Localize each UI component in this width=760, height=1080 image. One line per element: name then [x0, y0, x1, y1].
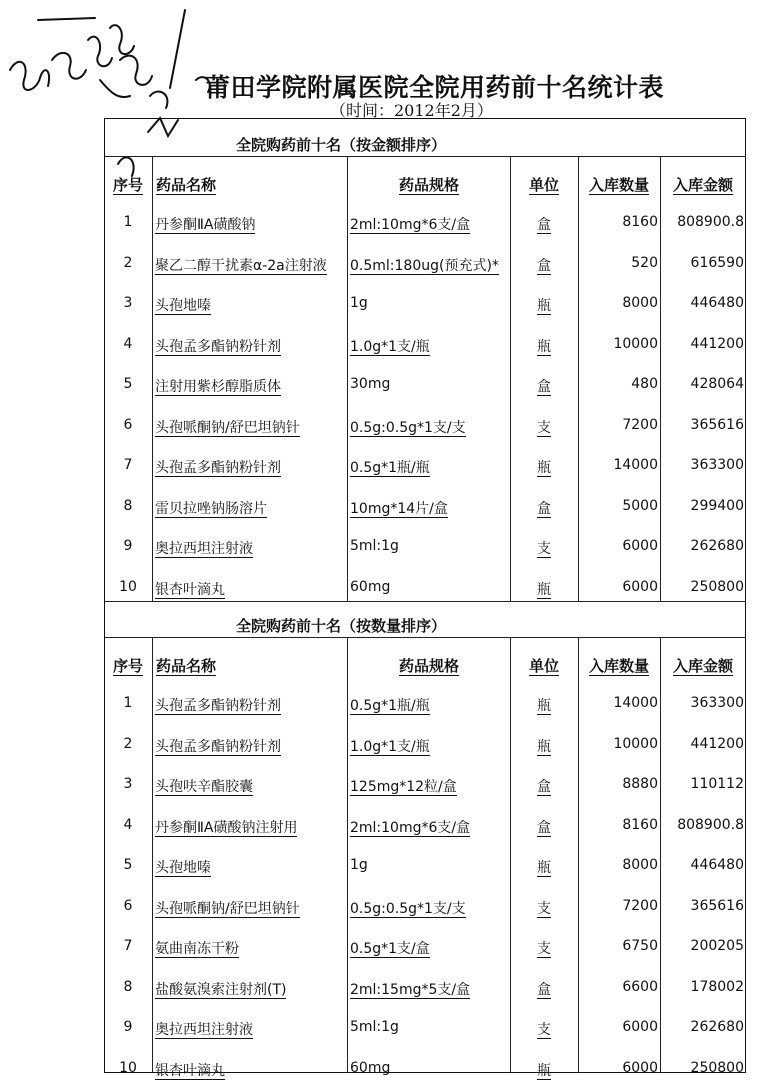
table-rule	[578, 156, 579, 601]
cell-text-spec: 2ml:10mg*6支/盒	[350, 819, 471, 836]
cell-text-qty: 8880	[622, 776, 658, 792]
cell-text-unit: 支	[537, 941, 551, 957]
table-cell-name	[155, 817, 346, 837]
table-cell-name	[155, 417, 346, 437]
col-header-index	[108, 655, 148, 676]
table-cell-spec	[350, 857, 509, 873]
table-cell-unit	[512, 579, 576, 599]
table-rule	[510, 156, 511, 601]
table-cell-qty	[580, 498, 658, 514]
col-header-index	[108, 174, 148, 195]
cell-text-qty: 14000	[613, 457, 658, 473]
cell-text-name: 银杏叶滴丸	[155, 1062, 225, 1079]
table-cell-spec	[350, 817, 509, 837]
cell-text-name: 注射用紫杉醇脂质体	[155, 379, 281, 395]
table-cell-unit	[512, 498, 576, 518]
table-cell-qty	[580, 857, 658, 873]
cell-text-no: 2	[123, 735, 133, 752]
col-header-quantity	[582, 655, 656, 676]
table-cell-qty	[580, 538, 658, 554]
cell-text-qty: 7200	[622, 897, 658, 914]
cell-text-amount: 616590	[690, 254, 744, 271]
table-cell-spec	[350, 1019, 509, 1035]
cell-text-unit: 瓶	[537, 1062, 551, 1079]
cell-text-unit: 支	[537, 541, 551, 557]
col-header-index-text: 序号	[112, 176, 143, 194]
col-header-index-text: 序号	[112, 657, 143, 675]
cell-text-spec: 1.0g*1支/瓶	[350, 338, 430, 355]
cell-text-amount: 250800	[690, 1059, 744, 1076]
page-subtitle: （时间：2012年2月）	[330, 101, 493, 120]
col-header-unit	[514, 174, 574, 195]
table-cell-name	[155, 295, 346, 315]
cell-text-amount: 441200	[690, 335, 744, 352]
table-cell-name	[155, 538, 346, 558]
cell-text-no: 5	[123, 376, 133, 392]
cell-text-unit: 盒	[537, 217, 551, 233]
table-cell-qty	[580, 898, 658, 914]
cell-text-qty: 6000	[622, 1059, 658, 1076]
table-cell-spec	[350, 214, 509, 234]
cell-text-no: 8	[123, 978, 133, 995]
table-rule	[578, 637, 579, 1073]
table-cell-spec	[350, 938, 509, 958]
cell-text-amount: 178002	[690, 978, 744, 995]
cell-text-no: 7	[123, 938, 133, 954]
cell-text-no: 3	[123, 295, 133, 311]
table-cell-amount	[662, 1060, 744, 1076]
table-cell-no	[106, 695, 150, 711]
cell-text-qty: 6600	[622, 978, 658, 995]
col-header-unit	[514, 655, 574, 676]
table-cell-amount	[662, 857, 744, 873]
cell-text-name: 头孢地嗪	[155, 860, 211, 876]
table-cell-name	[155, 695, 346, 715]
table-cell-amount	[662, 776, 744, 792]
statistics-table	[104, 118, 746, 1079]
cell-text-amount: 110112	[690, 776, 744, 792]
table-cell-no	[106, 898, 150, 914]
cell-text-name: 头孢孟多酯钠粉针剂	[155, 738, 281, 755]
table-cell-name	[155, 579, 346, 599]
table-rule	[152, 156, 153, 601]
cell-text-unit: 支	[537, 419, 551, 436]
table-cell-no	[106, 817, 150, 833]
table-cell-amount	[662, 214, 744, 230]
cell-text-name: 头孢孟多酯钠粉针剂	[155, 338, 281, 355]
cell-text-qty: 8160	[622, 816, 658, 833]
table-cell-qty	[580, 979, 658, 995]
table-cell-no	[106, 255, 150, 271]
table-cell-amount	[662, 295, 744, 311]
table-cell-no	[106, 857, 150, 873]
table-cell-unit	[512, 695, 576, 715]
cell-text-amount: 808900.8	[677, 816, 744, 833]
table-cell-amount	[662, 336, 744, 352]
table-rule	[104, 637, 746, 638]
cell-text-qty: 520	[631, 254, 658, 271]
cell-text-amount: 262680	[690, 538, 744, 554]
table-cell-unit	[512, 295, 576, 315]
table-cell-unit	[512, 214, 576, 234]
table-cell-no	[106, 498, 150, 514]
table-cell-qty	[580, 255, 658, 271]
cell-text-qty: 5000	[622, 497, 658, 514]
table-cell-unit	[512, 1060, 576, 1080]
cell-text-qty: 8000	[622, 295, 658, 311]
table-cell-name	[155, 898, 346, 918]
table-cell-spec	[350, 695, 509, 715]
table-cell-spec	[350, 336, 509, 356]
cell-text-spec: 60mg	[350, 578, 391, 595]
table-cell-no	[106, 979, 150, 995]
table-cell-no	[106, 1060, 150, 1076]
table-cell-amount	[662, 817, 744, 833]
table-cell-name	[155, 498, 346, 518]
cell-text-name: 奥拉西坦注射液	[155, 1022, 253, 1038]
cell-text-name: 丹参酮ⅡA磺酸钠注射用	[155, 819, 298, 836]
cell-text-name: 头孢地嗪	[155, 298, 211, 314]
table-cell-amount	[662, 695, 744, 711]
cell-text-name: 头孢孟多酯钠粉针剂	[155, 698, 281, 714]
table-cell-qty	[580, 417, 658, 433]
cell-text-unit: 瓶	[537, 298, 551, 314]
table-cell-no	[106, 736, 150, 752]
table-cell-no	[106, 579, 150, 595]
cell-text-unit: 瓶	[537, 860, 551, 876]
cell-text-no: 5	[123, 857, 133, 873]
cell-text-no: 10	[119, 578, 137, 595]
cell-text-spec: 0.5g*1瓶/瓶	[350, 460, 430, 476]
cell-text-qty: 7200	[622, 416, 658, 433]
table-cell-unit	[512, 1019, 576, 1039]
table-cell-unit	[512, 417, 576, 437]
table-cell-no	[106, 776, 150, 792]
cell-text-qty: 10000	[613, 735, 658, 752]
table-cell-amount	[662, 1019, 744, 1035]
cell-text-amount: 363300	[690, 457, 744, 473]
table-cell-name	[155, 776, 346, 796]
cell-text-no: 9	[123, 538, 133, 554]
cell-text-no: 8	[123, 497, 133, 514]
table-cell-name	[155, 376, 346, 396]
table-cell-unit	[512, 538, 576, 558]
cell-text-name: 头孢哌酮钠/舒巴坦钠针	[155, 419, 300, 436]
cell-text-spec: 2ml:15mg*5支/盒	[350, 981, 471, 998]
cell-text-spec: 60mg	[350, 1059, 391, 1076]
table-cell-unit	[512, 817, 576, 837]
table-cell-qty	[580, 214, 658, 230]
cell-text-unit: 盒	[537, 981, 551, 998]
table-cell-spec	[350, 498, 509, 518]
cell-text-spec: 5ml:1g	[350, 538, 399, 554]
cell-text-qty: 480	[631, 376, 658, 392]
table-cell-name	[155, 857, 346, 877]
table-cell-spec	[350, 579, 509, 595]
cell-text-name: 头孢哌酮钠/舒巴坦钠针	[155, 900, 300, 917]
cell-text-qty: 10000	[613, 335, 658, 352]
table-cell-unit	[512, 776, 576, 796]
cell-text-no: 6	[123, 416, 133, 433]
table-cell-spec	[350, 1060, 509, 1076]
cell-text-amount: 299400	[690, 497, 744, 514]
section-heading: 全院购药前十名（按金额排序）	[236, 136, 447, 154]
cell-text-spec: 0.5g:0.5g*1支/支	[350, 419, 466, 436]
cell-text-name: 头孢孟多酯钠粉针剂	[155, 460, 281, 476]
cell-text-spec: 5ml:1g	[350, 1019, 399, 1035]
table-cell-spec	[350, 898, 509, 918]
col-header-unit-text: 单位	[528, 176, 559, 194]
cell-text-no: 4	[123, 816, 133, 833]
cell-text-qty: 14000	[613, 695, 658, 711]
col-header-amount-text: 入库金额	[672, 657, 733, 675]
page-title: 莆田学院附属医院全院用药前十名统计表	[205, 73, 665, 102]
table-cell-amount	[662, 417, 744, 433]
table-cell-spec	[350, 295, 509, 311]
cell-text-unit: 盒	[537, 819, 551, 836]
cell-text-no: 6	[123, 897, 133, 914]
table-cell-qty	[580, 817, 658, 833]
col-header-quantity-text: 入库数量	[588, 176, 649, 194]
cell-text-no: 1	[123, 695, 133, 711]
cell-text-spec: 1g	[350, 857, 368, 873]
table-rule	[104, 156, 746, 157]
table-cell-unit	[512, 255, 576, 275]
table-cell-name	[155, 255, 346, 275]
table-cell-amount	[662, 736, 744, 752]
table-cell-no	[106, 417, 150, 433]
cell-text-no: 10	[119, 1059, 137, 1076]
cell-text-name: 氨曲南冻干粉	[155, 941, 239, 957]
table-cell-unit	[512, 938, 576, 958]
table-rule	[152, 637, 153, 1073]
cell-text-qty: 8000	[622, 857, 658, 873]
col-header-amount-text: 入库金额	[672, 176, 733, 194]
table-rule	[347, 637, 348, 1073]
cell-text-spec: 1g	[350, 295, 368, 311]
table-cell-name	[155, 979, 346, 999]
cell-text-no: 9	[123, 1019, 133, 1035]
table-cell-amount	[662, 255, 744, 271]
cell-text-amount: 200205	[690, 938, 744, 954]
table-cell-unit	[512, 736, 576, 756]
cell-text-amount: 446480	[690, 857, 744, 873]
cell-text-spec: 0.5ml:180ug(预充式)*	[350, 257, 499, 274]
table-cell-amount	[662, 498, 744, 514]
cell-text-spec: 0.5g*1支/盒	[350, 941, 430, 957]
table-rule	[104, 601, 746, 602]
table-cell-name	[155, 1060, 346, 1080]
cell-text-amount: 250800	[690, 578, 744, 595]
cell-text-spec: 125mg*12粒/盒	[350, 779, 457, 795]
table-cell-no	[106, 214, 150, 230]
col-header-spec-text: 药品规格	[399, 176, 460, 194]
table-cell-name	[155, 736, 346, 756]
cell-text-unit: 瓶	[537, 338, 551, 355]
table-cell-name	[155, 214, 346, 234]
table-cell-name	[155, 938, 346, 958]
col-header-spec	[399, 655, 459, 676]
cell-text-amount: 808900.8	[677, 214, 744, 230]
cell-text-spec: 2ml:10mg*6支/盒	[350, 217, 471, 233]
table-cell-qty	[580, 376, 658, 392]
table-cell-unit	[512, 457, 576, 477]
cell-text-no: 1	[123, 214, 133, 230]
table-cell-amount	[662, 898, 744, 914]
table-cell-name	[155, 336, 346, 356]
cell-text-unit: 支	[537, 900, 551, 917]
table-cell-qty	[580, 776, 658, 792]
table-cell-no	[106, 295, 150, 311]
table-cell-unit	[512, 898, 576, 918]
cell-text-name: 银杏叶滴丸	[155, 581, 225, 598]
table-cell-spec	[350, 417, 509, 437]
section-heading: 全院购药前十名（按数量排序）	[236, 617, 447, 635]
table-cell-qty	[580, 1019, 658, 1035]
table-cell-spec	[350, 776, 509, 796]
cell-text-spec: 30mg	[350, 376, 391, 392]
cell-text-unit: 盒	[537, 779, 551, 795]
cell-text-name: 丹参酮ⅡA磺酸钠	[155, 217, 256, 233]
cell-text-qty: 6000	[622, 1019, 658, 1035]
table-cell-qty	[580, 336, 658, 352]
table-cell-spec	[350, 255, 509, 275]
table-cell-no	[106, 376, 150, 392]
cell-text-no: 4	[123, 335, 133, 352]
cell-text-unit: 支	[537, 1022, 551, 1038]
cell-text-unit: 盒	[537, 257, 551, 274]
table-cell-amount	[662, 457, 744, 473]
table-cell-name	[155, 457, 346, 477]
cell-text-qty: 6000	[622, 538, 658, 554]
table-cell-qty	[580, 695, 658, 711]
table-rule	[347, 156, 348, 601]
cell-text-name: 雷贝拉唑钠肠溶片	[155, 500, 267, 517]
cell-text-unit: 瓶	[537, 581, 551, 598]
cell-text-spec: 0.5g*1瓶/瓶	[350, 698, 430, 714]
table-cell-amount	[662, 979, 744, 995]
cell-text-unit: 瓶	[537, 460, 551, 476]
table-cell-name	[155, 1019, 346, 1039]
cell-text-no: 7	[123, 457, 133, 473]
cell-text-amount: 365616	[690, 897, 744, 914]
table-rule	[510, 637, 511, 1073]
table-cell-spec	[350, 736, 509, 756]
table-cell-unit	[512, 376, 576, 396]
table-rule	[660, 156, 661, 601]
cell-text-unit: 瓶	[537, 698, 551, 714]
table-cell-qty	[580, 579, 658, 595]
cell-text-qty: 8160	[622, 214, 658, 230]
cell-text-name: 头孢呋辛酯胶囊	[155, 779, 253, 795]
cell-text-amount: 365616	[690, 416, 744, 433]
table-cell-no	[106, 1019, 150, 1035]
cell-text-amount: 446480	[690, 295, 744, 311]
table-cell-unit	[512, 979, 576, 999]
table-cell-qty	[580, 295, 658, 311]
cell-text-spec: 1.0g*1支/瓶	[350, 738, 430, 755]
col-header-quantity-text: 入库数量	[588, 657, 649, 675]
table-cell-amount	[662, 579, 744, 595]
table-cell-no	[106, 336, 150, 352]
table-cell-qty	[580, 457, 658, 473]
cell-text-unit: 盒	[537, 500, 551, 517]
table-cell-spec	[350, 376, 509, 392]
table-cell-spec	[350, 979, 509, 999]
table-rule	[660, 637, 661, 1073]
col-header-amount	[664, 655, 742, 676]
cell-text-qty: 6750	[622, 938, 658, 954]
cell-text-spec: 10mg*14片/盒	[350, 500, 448, 517]
col-header-name	[156, 655, 216, 676]
cell-text-unit: 瓶	[537, 738, 551, 755]
cell-text-name: 奥拉西坦注射液	[155, 541, 253, 557]
cell-text-no: 2	[123, 254, 133, 271]
col-header-name	[156, 174, 216, 195]
table-cell-qty	[580, 938, 658, 954]
col-header-spec-text: 药品规格	[399, 657, 460, 675]
cell-text-unit: 盒	[537, 379, 551, 395]
table-cell-amount	[662, 376, 744, 392]
table-cell-no	[106, 938, 150, 954]
cell-text-amount: 428064	[690, 376, 744, 392]
table-cell-unit	[512, 857, 576, 877]
table-cell-qty	[580, 1060, 658, 1076]
table-cell-no	[106, 538, 150, 554]
cell-text-amount: 262680	[690, 1019, 744, 1035]
cell-text-spec: 0.5g:0.5g*1支/支	[350, 900, 466, 917]
cell-text-qty: 6000	[622, 578, 658, 595]
col-header-name-text: 药品名称	[156, 176, 217, 194]
cell-text-amount: 441200	[690, 735, 744, 752]
table-cell-spec	[350, 457, 509, 477]
col-header-name-text: 药品名称	[156, 657, 217, 675]
table-cell-unit	[512, 336, 576, 356]
cell-text-no: 3	[123, 776, 133, 792]
col-header-spec	[399, 174, 459, 195]
cell-text-amount: 363300	[690, 695, 744, 711]
table-cell-spec	[350, 538, 509, 554]
table-cell-no	[106, 457, 150, 473]
cell-text-name: 聚乙二醇干扰素α-2a注射液	[155, 257, 327, 274]
col-header-unit-text: 单位	[528, 657, 559, 675]
col-header-amount	[664, 174, 742, 195]
col-header-quantity	[582, 174, 656, 195]
cell-text-name: 盐酸氨溴索注射剂(T)	[155, 981, 287, 998]
table-cell-qty	[580, 736, 658, 752]
table-cell-amount	[662, 538, 744, 554]
table-cell-amount	[662, 938, 744, 954]
